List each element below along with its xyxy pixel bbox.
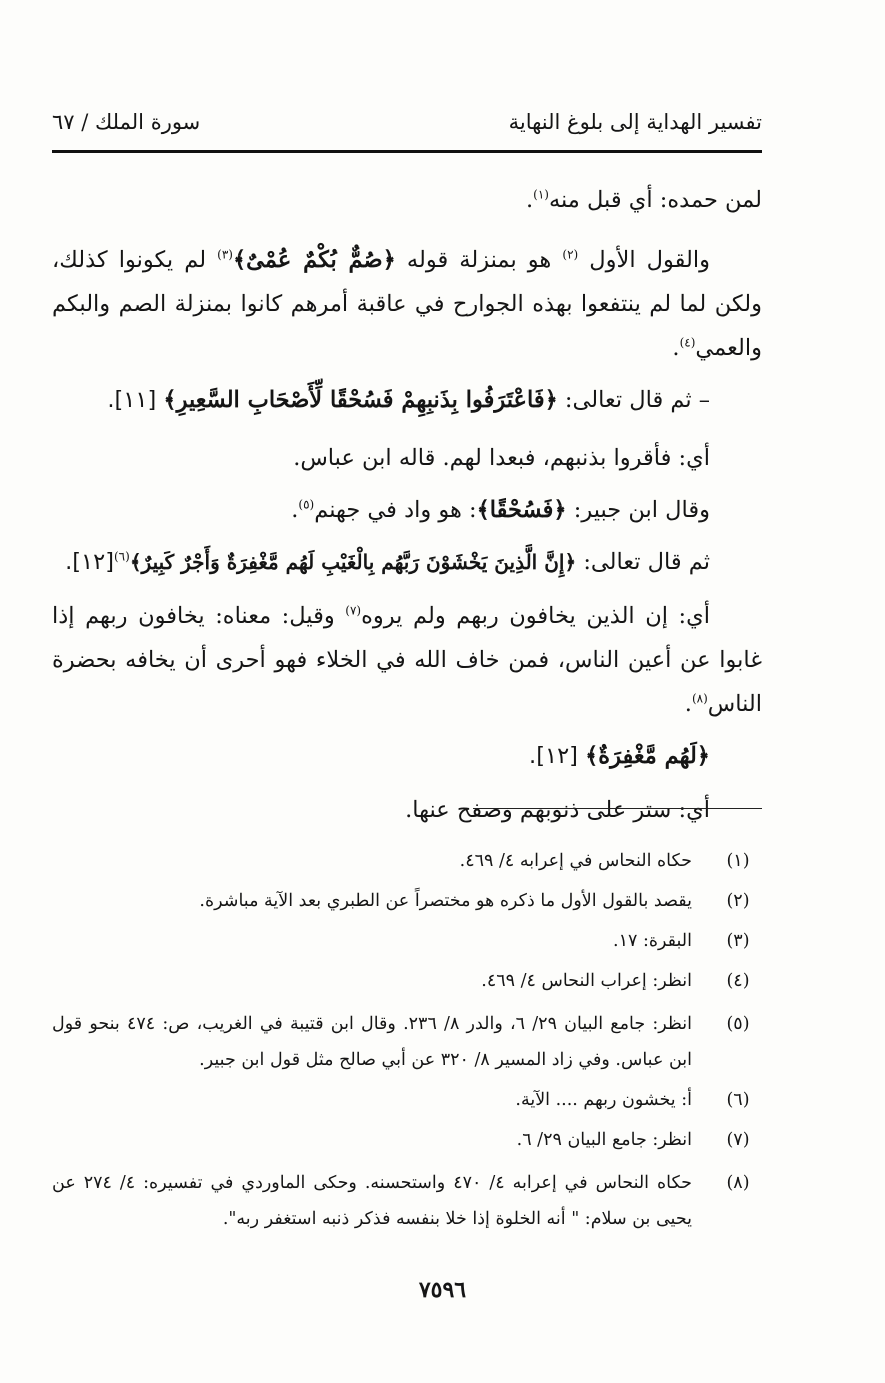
footnote bbox=[52, 846, 762, 876]
verse-number: [١٢]. bbox=[529, 743, 578, 769]
footnote bbox=[52, 926, 762, 956]
header-rule bbox=[52, 150, 762, 153]
paragraph-8 bbox=[52, 734, 762, 778]
footnote bbox=[52, 1125, 762, 1155]
footnote-text: انظر: جامع البيان ٢٩/ ٦، والدر ٨/ ٢٣٦. وقال ابن قتيبة في الغريب، ص: ٤٧٤ بنحو قول ابن عباس. وفي زاد المسير ٨/ ٣٢٠ عن أبي صالح مثل قول ابن جبير. bbox=[52, 1014, 692, 1070]
quran-verse: ﴿إِنَّ الَّذِينَ يَخْشَوْنَ رَبَّهُم بِالْغَيْبِ لَهُم مَّغْفِرَةٌ وَأَجْرٌ كَبِيرٌ﴾ bbox=[129, 550, 577, 574]
paragraph-6: ثم قال تعالى: ﴿إِنَّ الَّذِينَ يَخْشَوْنَ رَبَّهُم بِالْغَيْبِ لَهُم مَّغْفِرَةٌ وَأَجْرٌ كَبِيرٌ﴾$^{(٦)}$[١٢]. bbox=[65, 549, 710, 575]
footnote-text: أ: يخشون ربهم .... الآية. bbox=[515, 1090, 692, 1110]
quran-verse: ﴿فَاعْتَرَفُوا بِذَنبِهِمْ فَسُحْقًا لِّأَصْحَابِ السَّعِيرِ﴾ bbox=[163, 387, 558, 413]
footnote-number: (٣) bbox=[726, 931, 750, 951]
footnote-text: البقرة: ١٧. bbox=[612, 931, 692, 951]
footnote-ref: (٨) bbox=[691, 691, 708, 706]
footnote-ref: (٢) bbox=[562, 247, 579, 262]
footnote bbox=[52, 1165, 762, 1237]
page-number: ٧٥٩٦ bbox=[418, 1277, 467, 1303]
footnote bbox=[52, 1006, 762, 1078]
footnote-number: (٤) bbox=[726, 971, 750, 991]
footnote-ref: (٤) bbox=[679, 335, 696, 350]
footnote bbox=[52, 966, 762, 996]
footnote-text: انظر: إعراب النحاس ٤/ ٤٦٩. bbox=[481, 971, 692, 991]
footnote-text: حكاه النحاس في إعرابه ٤/ ٤٧٠ واستحسنه. وحكى الماوردي في تفسيره: ٤/ ٢٧٤ عن يحيى بن سلام: " أنه الخلوة إذا خلا بنفسه فذكر ذنبه استغفر ربه". bbox=[52, 1173, 692, 1229]
footnote-number: (٥) bbox=[726, 1014, 750, 1034]
footnote-number: (٧) bbox=[726, 1130, 750, 1150]
footnote-number: (٢) bbox=[726, 891, 750, 911]
running-head bbox=[52, 110, 762, 150]
footnote-ref: (١) bbox=[533, 187, 549, 202]
footnote-rule bbox=[473, 808, 762, 809]
footnote bbox=[52, 1085, 762, 1115]
footnote-text: انظر: جامع البيان ٢٩/ ٦. bbox=[516, 1130, 692, 1150]
footnote-number: (١) bbox=[726, 851, 750, 871]
footnote-text: يقصد بالقول الأول ما ذكره هو مختصراً عن الطبري بعد الآية مباشرة. bbox=[199, 891, 692, 911]
book-title: تفسير الهداية إلى بلوغ النهاية bbox=[508, 110, 762, 134]
footnote-ref: (٥) bbox=[298, 497, 315, 512]
paragraph-1: لمن حمده: أي قبل منه$^{(١)}$. bbox=[525, 187, 762, 213]
paragraph-3: – ثم قال تعالى: ﴿فَاعْتَرَفُوا بِذَنبِهِمْ فَسُحْقًا لِّأَصْحَابِ السَّعِيرِ﴾ [١١]. bbox=[107, 387, 710, 413]
footnote-ref: (٣) bbox=[217, 247, 233, 262]
sura-label: سورة الملك / ٦٧ bbox=[52, 110, 201, 134]
footnote bbox=[52, 886, 762, 916]
footnote-ref: (٦) bbox=[113, 549, 130, 564]
footnotes bbox=[52, 846, 762, 1237]
paragraph-2: والقول الأول $^{(٢)}$ هو بمنزلة قوله ﴿صُمٌّ بُكْمٌ عُمْىٌ﴾$^{(٣)}$ لم يكونوا كذلك، ولكن لما لم ينتفعوا بهذه الجوارح في عاقبة أمرهم كانوا بمنزلة الصم والبكم والعمي$^{(٤)}$. bbox=[52, 247, 762, 361]
footnote-number: (٨) bbox=[726, 1173, 750, 1193]
paragraph-5: وقال ابن جبير: ﴿فَسُحْقًا﴾: هو واد في جهنم$^{(٥)}$. bbox=[291, 497, 710, 523]
quran-verse: ﴿صُمٌّ بُكْمٌ عُمْىٌ﴾ bbox=[232, 247, 396, 273]
footnote-ref: (٧) bbox=[345, 603, 362, 618]
paragraph-4: أي: فأقروا بذنبهم، فبعدا لهم. قاله ابن عباس. bbox=[293, 445, 710, 471]
quran-verse: ﴿فَسُحْقًا﴾ bbox=[476, 497, 567, 523]
footnote-text: حكاه النحاس في إعرابه ٤/ ٤٦٩. bbox=[459, 851, 692, 871]
quran-verse: ﴿لَهُم مَّغْفِرَةٌ﴾ bbox=[585, 743, 710, 769]
verse-number: [١١]. bbox=[107, 387, 157, 413]
footnote-number: (٦) bbox=[726, 1090, 750, 1110]
verse-number: [١٢]. bbox=[65, 549, 114, 575]
paragraph-7: أي: إن الذين يخافون ربهم ولم يروه$^{(٧)}$ وقيل: معناه: يخافون ربهم إذا غابوا عن أعين الناس، فمن خاف الله في الخلاء فهو أحرى أن يخافه بحضرة الناس$^{(٨)}$. bbox=[52, 603, 762, 717]
main-text bbox=[52, 182, 762, 832]
paragraph-9: أي: ستر على ذنوبهم وصفح عنها. bbox=[405, 797, 710, 823]
